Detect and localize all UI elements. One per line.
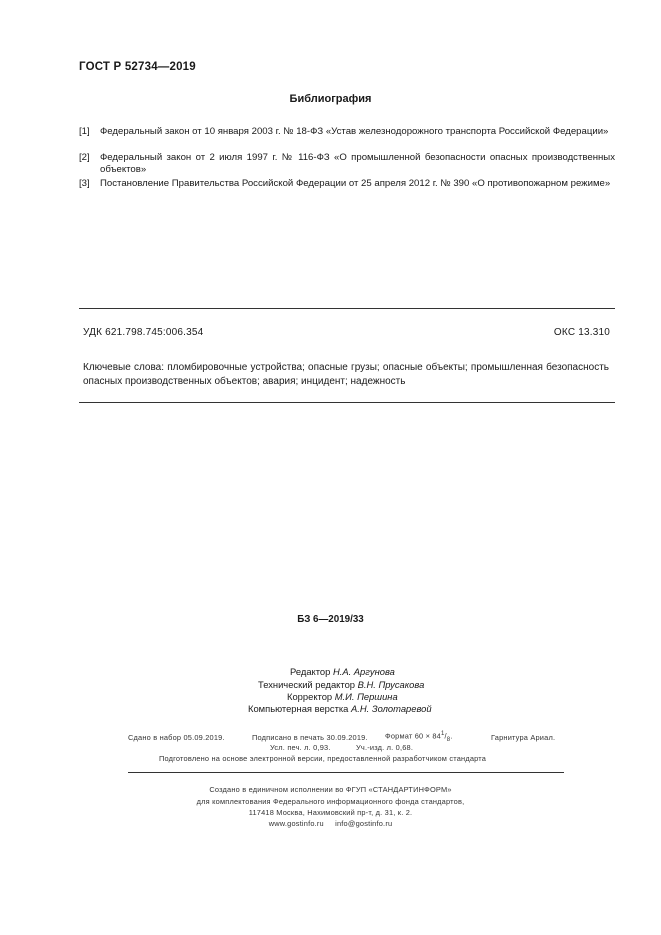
footer-line: Создано в единичном исполнении во ФГУП «СТАНДАРТИНФОРМ» [209,785,452,794]
document-standard-number: ГОСТ Р 52734—2019 [79,61,196,73]
staff-person: М.И. Першина [334,691,398,702]
bibliography-item [79,152,615,176]
pub-format-numerator: 1 [440,731,445,737]
bibliography-item [79,178,615,202]
pub-format-denominator: 8 [446,736,451,743]
pub-submitted: Сдано в набор 05.09.2019. [128,733,225,742]
divider [128,772,564,773]
staff-tech-editor [258,679,424,692]
pub-signed: Подписано в печать 30.09.2019. [252,733,368,742]
staff-proofreader [287,691,398,704]
staff-person: А.Н. Золотаревой [351,703,432,714]
bibliography-title: Библиография [289,93,372,105]
bibliography-item-text: Федеральный закон от 2 июля 1997 г. № 116-ФЗ «О промышленной безопасности опасных производственных объектов» [100,152,615,175]
bibliography-item-text: Постановление Правительства Российской Федерации от 25 апреля 2012 г. № 390 «О противопожарном режиме» [100,178,611,189]
bibliography-item-number: [1] [79,126,90,137]
staff-person: В.Н. Прусакова [357,679,425,690]
footer-email-link[interactable]: info@gostinfo.ru [335,819,393,828]
oks-code: ОКС 13.310 [553,327,610,338]
bibliography-item-number: [2] [79,152,90,163]
pub-format-prefix: Формат 60 × 84 [385,731,441,741]
staff-person: Н.А. Аргунова [332,666,395,677]
pub-typeface: Гарнитура Ариал. [491,733,556,742]
staff-role: Корректор [287,691,333,702]
divider [79,402,615,403]
pub-edition-sheets: Уч.-изд. л. 0,68. [356,743,414,752]
divider [79,308,615,309]
staff-role: Компьютерная верстка [248,703,349,714]
footer-line: 117418 Москва, Нахимовский пр-т, д. 31, к. 2. [248,808,413,817]
bibliography-item [79,126,615,150]
footer-contacts [0,819,661,828]
footer-line: для комплектования Федерального информационного фонда стандартов, [196,797,465,806]
staff-layout [248,703,432,716]
bibliography-item-number: [3] [79,178,90,189]
pub-prepared-note: Подготовлено на основе электронной версии, предоставленной разработчиком стандарта [159,754,487,763]
bibliography-item-text: Федеральный закон от 10 января 2003 г. № 18-ФЗ «Устав железнодорожного транспорта Российской Федерации» [100,126,609,137]
staff-editor [290,666,395,679]
staff-role: Редактор [290,666,331,677]
footer-website-link[interactable]: www.gostinfo.ru [268,819,324,828]
staff-role: Технический редактор [258,679,356,690]
keywords: Ключевые слова: пломбировочные устройства; опасные грузы; опасные объекты; промышленная безопасность опасных производственных объектов; авария; инцидент; надежность [83,362,609,387]
udk-code: УДК 621.798.745:006.354 [83,327,204,338]
pub-print-sheets: Усл. печ. л. 0,93. [270,743,331,752]
bz-number: БЗ 6—2019/33 [297,614,364,625]
pub-format: Формат $60 \times 84^1/_8$. [385,731,453,743]
